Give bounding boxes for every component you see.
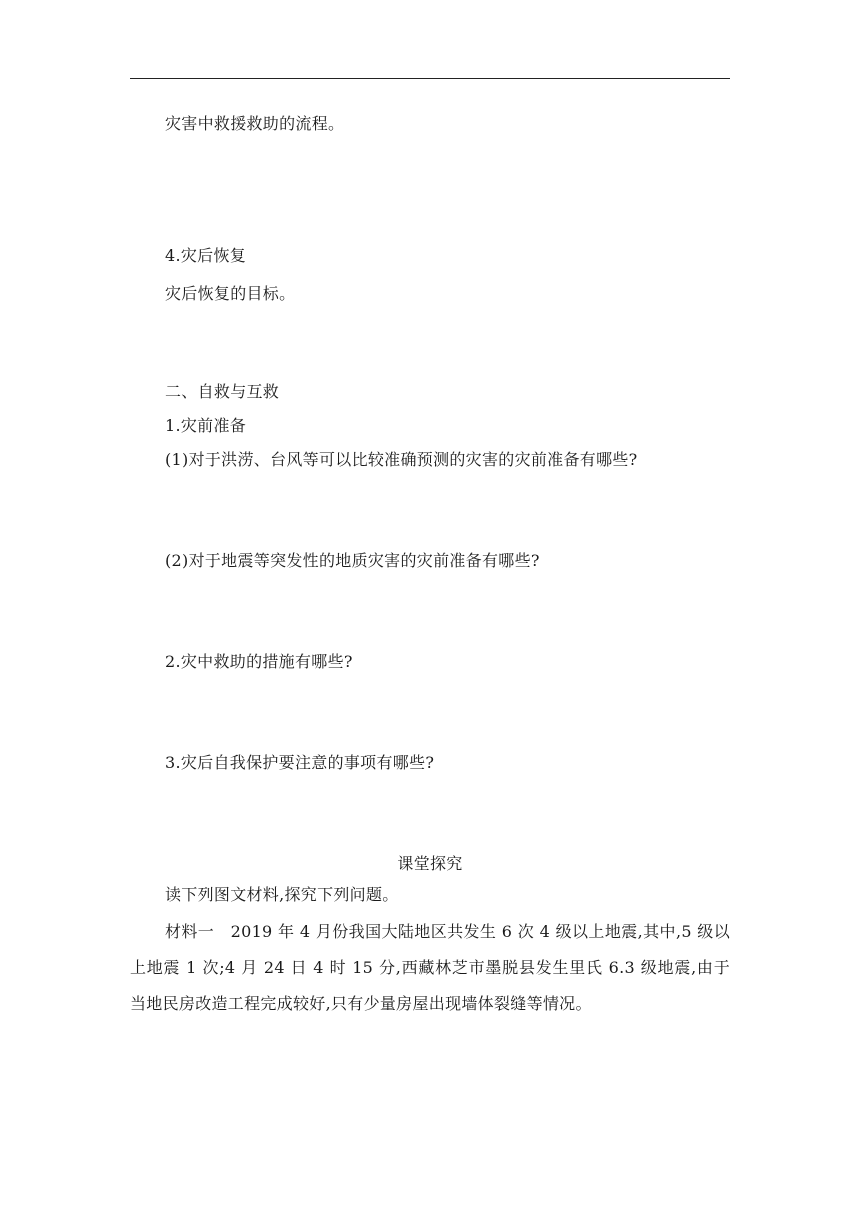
question-self-protection: 3.灾后自我保护要注意的事项有哪些? bbox=[165, 753, 435, 772]
heading-pre-disaster-prep: 1.灾前准备 bbox=[165, 416, 247, 435]
question-rescue-measures: 2.灾中救助的措施有哪些? bbox=[165, 652, 353, 671]
intro-line: 读下列图文材料,探究下列问题。 bbox=[165, 885, 399, 904]
text-line-recovery-goal: 灾后恢复的目标。 bbox=[165, 284, 296, 303]
header-rule bbox=[130, 78, 730, 79]
heading-post-disaster-recovery: 4.灾后恢复 bbox=[165, 246, 247, 265]
material-line-1: 材料一 2019 年 4 月份我国大陆地区共发生 6 次 4 级以上地震,其中,5 级以 bbox=[165, 922, 730, 941]
question-1: (1)对于洪涝、台风等可以比较准确预测的灾害的灾前准备有哪些? bbox=[165, 450, 638, 469]
material-line-3: 当地民房改造工程完成较好,只有少量房屋出现墙体裂缝等情况。 bbox=[130, 994, 592, 1013]
text-line-rescue-process: 灾害中救援救助的流程。 bbox=[165, 114, 345, 133]
question-2: (2)对于地震等突发性的地质灾害的灾前准备有哪些? bbox=[165, 551, 540, 570]
section-heading-self-rescue: 二、自救与互救 bbox=[165, 382, 280, 401]
material-line-2: 上地震 1 次;4 月 24 日 4 时 15 分,西藏林芝市墨脱县发生里氏 6.3 级地震,由于 bbox=[130, 958, 730, 977]
section-title: 课堂探究 bbox=[397, 854, 463, 873]
